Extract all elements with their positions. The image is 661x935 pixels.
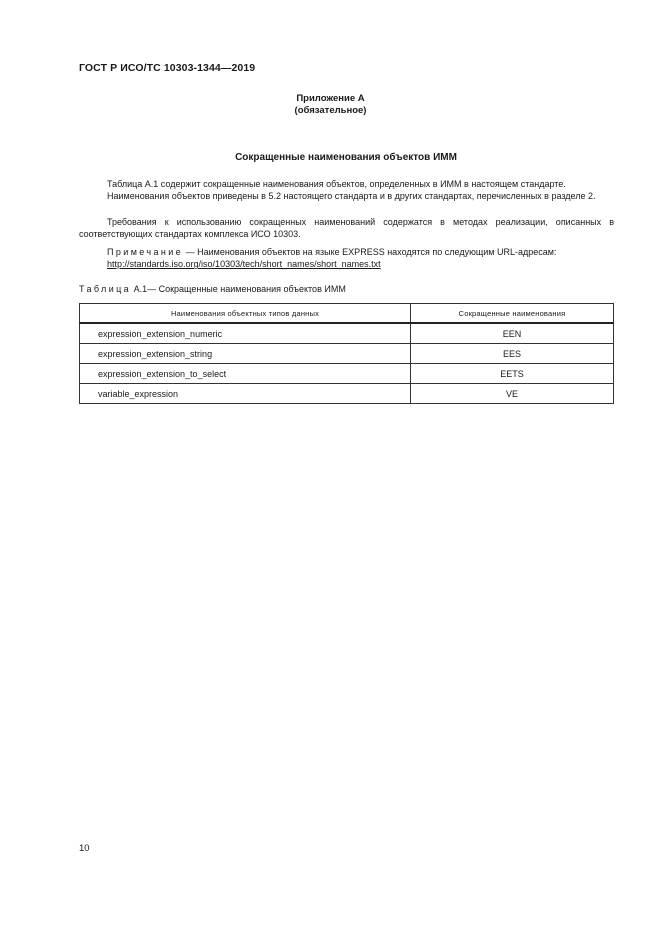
section-title: Сокращенные наименования объектов ИММ bbox=[235, 152, 457, 163]
short-names-table bbox=[79, 303, 614, 404]
paragraph-1: Таблица А.1 содержит сокращенные наименования объектов, определенных в ИММ в настоящем стандарте. bbox=[107, 179, 566, 189]
paragraph-3: Требования к использованию сокращенных наименований содержатся в методах реализации, описанных в соответствующих стандартах комплекса ИСО 10303. bbox=[79, 217, 614, 240]
annex-status: (обязательное) bbox=[294, 105, 367, 116]
entity-name-cell: expression_extension_to_select bbox=[80, 364, 411, 384]
annex-title: Приложение А bbox=[296, 93, 365, 104]
note-url-link[interactable]: http://standards.iso.org/iso/10303/tech/short_names/short_names.txt bbox=[107, 259, 381, 270]
table-caption-lead: Таблица bbox=[79, 284, 132, 294]
standard-designation: ГОСТ Р ИСО/ТС 10303-1344—2019 bbox=[79, 62, 256, 74]
entity-name-cell: expression_extension_string bbox=[80, 344, 411, 364]
entity-name-cell: variable_expression bbox=[80, 384, 411, 404]
paragraph-2: Наименования объектов приведены в 5.2 настоящего стандарта и в других стандартах, перечисленных в разделе 2. bbox=[107, 191, 596, 201]
note bbox=[107, 246, 614, 270]
entity-name-cell: expression_extension_numeric bbox=[80, 323, 411, 344]
table-caption bbox=[79, 284, 346, 294]
note-lead: Примечание bbox=[107, 247, 184, 257]
short-name-cell: VE bbox=[411, 384, 614, 404]
column-header-entity: Наименования объектных типов данных bbox=[80, 304, 411, 324]
column-header-short-name: Сокращенные наименования bbox=[411, 304, 614, 324]
table-row bbox=[80, 384, 614, 404]
table-row bbox=[80, 323, 614, 344]
table-header-row bbox=[80, 304, 614, 324]
page-number: 10 bbox=[79, 843, 90, 854]
note-text: — Наименования объектов на языке EXPRESS находятся по следующим URL-адресам: bbox=[183, 247, 557, 257]
short-name-cell: EETS bbox=[411, 364, 614, 384]
short-name-cell: EEN bbox=[411, 323, 614, 344]
table-caption-text: А.1— Сокращенные наименования объектов ИММ bbox=[131, 284, 346, 294]
table-row bbox=[80, 364, 614, 384]
short-name-cell: EES bbox=[411, 344, 614, 364]
table-row bbox=[80, 344, 614, 364]
